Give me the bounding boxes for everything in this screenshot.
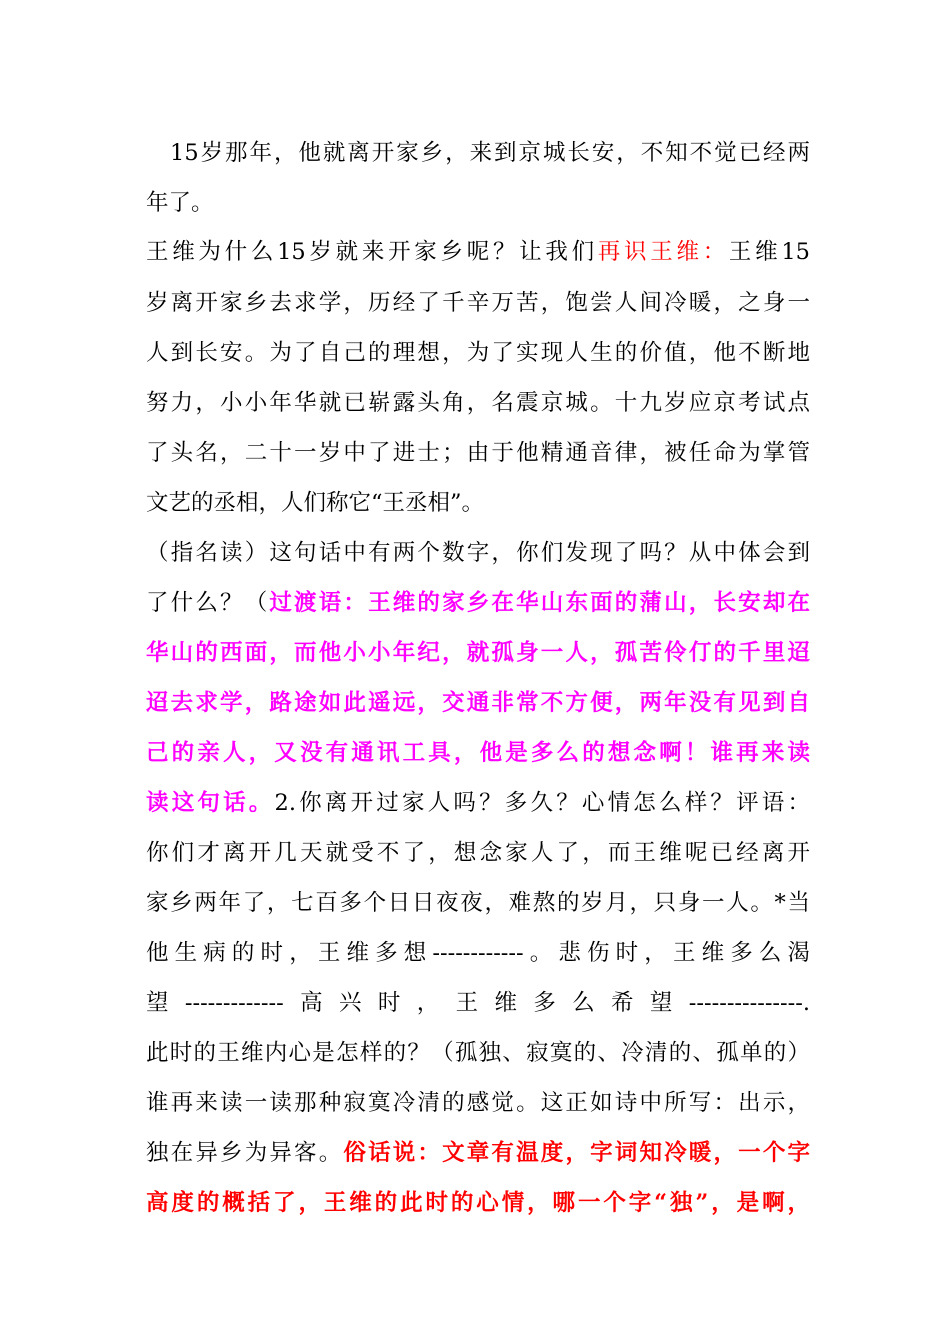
text-line: 岁离开家乡去求学，历经了千辛万苦，饱尝人间冷暖，之身一 [146,290,810,316]
text-line: 迢去求学，路途如此遥远，交通非常不方便，两年没有见到自 [146,690,810,716]
text-line: 高度的概括了，王维的此时的心情，哪一个字“独”，是啊， [146,1190,810,1216]
highlight-magenta: 过渡语：王维的家乡在华山东面的蒲山，长安却在 [269,590,810,616]
text-line: 谁再来读一读那种寂寞冷清的感觉。这正如诗中所写：出示， [146,1090,810,1116]
text-line: 此时的王维内心是怎样的？（孤独、寂寞的、冷清的、孤单的） [146,1040,810,1066]
highlight-magenta: 读这句话。 [146,790,275,816]
text-line: 人到长安。为了自己的理想，为了实现人生的价值，他不断地 [146,340,810,366]
text-line: （指名读）这句话中有两个数字，你们发现了吗？从中体会到 [146,540,810,566]
text-line: 王维为什么15岁就来开家乡呢？让我们再识王维：王维15 [146,239,810,265]
text-line: 努力，小小年华就已崭露头角，名震京城。十九岁应京考试点 [146,390,810,416]
text-line: 15岁那年，他就离开家乡，来到京城长安，不知不觉已经两 [170,140,810,166]
text-line: 了什么？（过渡语：王维的家乡在华山东面的蒲山，长安却在 [146,590,810,616]
text-line: 独在异乡为异客。俗话说：文章有温度，字词知冷暖，一个字 [146,1140,810,1166]
highlight-red: 俗话说：文章有温度，字词知冷暖，一个字 [343,1140,810,1166]
text-line: 文艺的丞相，人们称它“王丞相”。 [146,490,485,516]
text-line: 望-------------高兴时，王维多么希望---------------. [146,990,810,1016]
text-line: 华山的西面，而他小小年纪，就孤身一人，孤苦伶仃的千里迢 [146,640,810,666]
text-line: 家乡两年了，七百多个日日夜夜，难熬的岁月，只身一人。*当 [146,890,810,916]
text-line: 你们才离开几天就受不了，想念家人了，而王维呢已经离开 [146,840,810,866]
text-line: 己的亲人，又没有通讯工具，他是多么的想念啊！谁再来读 [146,740,810,766]
highlight-red: 再识王维： [597,239,729,265]
text-line: 年了。 [146,190,214,216]
text-line: 读这句话。2.你离开过家人吗？多久？心情怎么样？评语： [146,790,810,816]
text-line: 他生病的时，王维多想------------。悲伤时，王维多么渴 [146,940,810,966]
text-line: 了头名，二十一岁中了进士；由于他精通音律，被任命为掌管 [146,440,810,466]
